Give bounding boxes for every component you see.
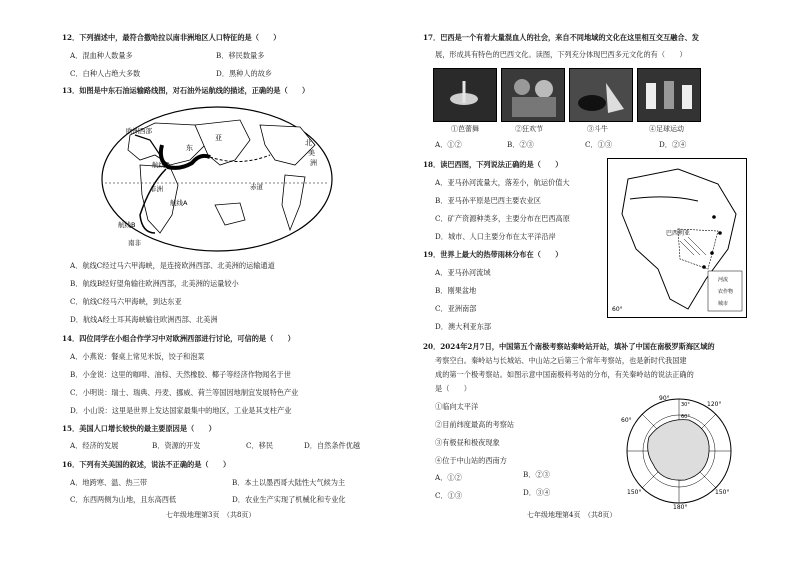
right-page bbox=[397, 0, 794, 561]
map-label-brasilia: 巴西利亚 bbox=[666, 230, 691, 237]
q17-option-c: C．①③ bbox=[585, 140, 613, 149]
q19-option-b: B．刚果盆地 bbox=[435, 286, 477, 295]
q16-option-b: B．本土以墨西哥大陆性大气候为主 bbox=[232, 478, 346, 487]
map-label-route-c: 航线C bbox=[152, 161, 170, 169]
map-label-america-s: 洲 bbox=[310, 159, 317, 167]
brazil-map bbox=[607, 158, 747, 318]
q15-stem: 15．美国人口增长较快的最主要原因是（ ） bbox=[62, 424, 216, 433]
q12-option-c: C．白种人占绝大多数 bbox=[70, 69, 141, 78]
caption-bullfight: ③斗牛 bbox=[587, 125, 608, 133]
map-label-east: 东 bbox=[186, 144, 193, 152]
q15-option-b: B．资源的开发 bbox=[152, 441, 201, 450]
map-label-route-b: 航线B bbox=[118, 221, 136, 229]
q19-option-c: C．亚洲南部 bbox=[435, 304, 477, 313]
map-label-route-a: 航线A bbox=[170, 199, 188, 207]
q13-option-c: C．航线C经马六甲海峡，到达东亚 bbox=[70, 297, 182, 306]
q16-option-d: D．农业生产实现了机械化和专业化 bbox=[232, 495, 346, 504]
q20-option-b: B．②③ bbox=[523, 470, 550, 479]
q16-stem: 16．下列有关美国的叙述，说法不正确的是（ ） bbox=[62, 460, 231, 469]
legend-river: 河流 bbox=[718, 277, 729, 283]
q18-option-b: B．亚马孙平原是巴西主要农业区 bbox=[435, 196, 541, 205]
polar-label-180: 180° bbox=[673, 504, 688, 510]
q17-stem-line1: 17．巴西是一个有着大量混血人的社会，来自不同地域的文化在这里相互交互融合、发 bbox=[423, 33, 699, 42]
q20-option-c: C．①③ bbox=[435, 491, 463, 500]
map-label-africa: 非洲 bbox=[150, 185, 163, 193]
q20-item-2: ②目前纬度最高的考察站 bbox=[435, 420, 515, 429]
q16-option-a: A．地跨寒、温、热三带 bbox=[70, 478, 148, 487]
q20-item-1: ①临向太平洋 bbox=[435, 402, 479, 411]
antarctica-polar-map bbox=[619, 392, 739, 510]
q19-stem: 19．世界上最大的热带雨林分布在（ ） bbox=[423, 250, 563, 259]
q18-option-d: D．城市、人口主要分布在太平洋沿岸 bbox=[435, 232, 556, 241]
caption-ballet: ①芭蕾舞 bbox=[451, 125, 479, 133]
q20-option-a: A．①② bbox=[435, 473, 462, 482]
q20-stem-line2: 考察空白。秦岭站与长城站、中山站之后第三个常年考察站，也是新时代我国建 bbox=[435, 356, 687, 365]
caption-football: ④足球运动 bbox=[649, 125, 684, 133]
polar-label-90: 90° bbox=[659, 395, 670, 402]
q19-option-d: D．澳大利亚东部 bbox=[435, 322, 492, 331]
q16-option-c: C．东西两侧为山地，且东高西低 bbox=[70, 495, 177, 504]
q15-option-d: D．自然条件优越 bbox=[304, 441, 361, 450]
map-label-europe: 欧洲西部 bbox=[126, 127, 152, 135]
q17-stem-line2: 展，形成具有特色的巴西文化。读图，下列充分体现巴西多元文化的有（ ） bbox=[435, 50, 687, 59]
q13-option-a: A．航线C经过马六甲海峡，是连接欧洲西部、北美洲的运输通道 bbox=[70, 261, 275, 270]
q19-option-a: A．亚马孙河流域 bbox=[435, 268, 491, 277]
polar-label-60: 60° bbox=[681, 414, 690, 420]
q13-stem: 13．如图是中东石油运输路线图，对石油外运航线的描述，正确的是（ ） bbox=[62, 86, 310, 95]
map-label-south-africa: 南非 bbox=[128, 239, 141, 247]
left-page-footer: 七年级地理第3页 （共8页） bbox=[166, 511, 256, 519]
right-page-footer: 七年级地理第4页 （共8页） bbox=[527, 511, 617, 519]
photo-football bbox=[637, 68, 701, 122]
q17-option-a: A．①② bbox=[435, 140, 462, 149]
photo-carnival bbox=[501, 68, 565, 122]
q13-option-b: B．航线B经好望角输往欧洲西部，北美洲的运量较小 bbox=[70, 279, 239, 288]
q14-option-d: D．小山说：这里是世界上发达国家最集中的地区，工业是其支柱产业 bbox=[70, 406, 292, 415]
photo-ballet bbox=[433, 68, 497, 122]
q17-option-b: B．②③ bbox=[507, 140, 534, 149]
map-label-america: 美 bbox=[308, 149, 315, 157]
map-label-equator: 赤道 bbox=[250, 183, 263, 191]
q18-option-a: A．亚马孙河流量大，落差小，航运价值大 bbox=[435, 178, 570, 187]
q20-item-4: ④位于中山站的西南方 bbox=[435, 456, 507, 465]
legend-city: 城市 bbox=[718, 301, 729, 307]
q17-option-d: D．②④ bbox=[659, 140, 687, 149]
map-label-asia: 亚 bbox=[215, 134, 222, 142]
caption-carnival: ②狂欢节 bbox=[515, 125, 543, 133]
middle-east-oil-route-map bbox=[100, 105, 335, 253]
q14-option-b: B．小金说：这里的咖啡、油棕、天然橡胶、椰子等经济作物闻名于世 bbox=[70, 370, 291, 379]
polar-label-30: 30° bbox=[681, 402, 690, 408]
q14-stem: 14．四位同学在小组合作学习中对欧洲西部进行讨论，可信的是（ ） bbox=[62, 334, 295, 343]
polar-label-120e: 120° bbox=[707, 401, 722, 408]
q20-item-3: ③有极昼和极夜现象 bbox=[435, 438, 500, 447]
q20-option-d: D．③④ bbox=[523, 488, 551, 497]
q20-stem-line1: 20．2024年2月7日，中国第五个南极考察站秦岭站开站，填补了中国在南极罗斯海区域的 bbox=[423, 342, 715, 351]
q14-option-c: C．小明说：瑞士、瑞典、丹麦、挪威、荷兰等国因地制宜发展特色产业 bbox=[70, 388, 299, 397]
q20-stem-line4: 是（ ） bbox=[435, 384, 471, 393]
photo-bullfight bbox=[569, 68, 633, 122]
polar-label-60w: 60° bbox=[621, 417, 632, 424]
q12-option-b: B．移民数量多 bbox=[216, 51, 265, 60]
q13-option-d: D．航线A经土耳其海峡输往欧洲西部、北美洲 bbox=[70, 315, 218, 324]
q15-option-c: C．移民 bbox=[246, 441, 274, 450]
map-label-america-n: 北 bbox=[305, 139, 312, 147]
q12-stem: 12．下列描述中，最符合撒哈拉以南非洲地区人口特征的是（ ） bbox=[62, 33, 281, 42]
q12-option-a: A．混血种人数量多 bbox=[70, 51, 133, 60]
map-label-lat: 60° bbox=[612, 306, 623, 313]
polar-label-150e: 150° bbox=[715, 489, 730, 496]
polar-label-150w: 150° bbox=[627, 489, 642, 496]
legend-crop: 农作物 bbox=[718, 289, 734, 295]
q18-option-c: C．矿产资源种类多，主要分布在巴西高原 bbox=[435, 214, 570, 223]
q20-stem-line3: 成的第一个极考察站。如图示意中国南极科考站的分布，有关秦岭站的说法正确的 bbox=[435, 370, 694, 379]
q15-option-a: A．经济的发展 bbox=[70, 441, 119, 450]
q12-option-d: D．黑种人的故乡 bbox=[216, 69, 273, 78]
q14-option-a: A．小燕说：餐桌上常见米饭，饺子和泡菜 bbox=[70, 352, 205, 361]
q18-stem: 18．读巴西图，下列说法正确的是（ ） bbox=[423, 160, 563, 169]
